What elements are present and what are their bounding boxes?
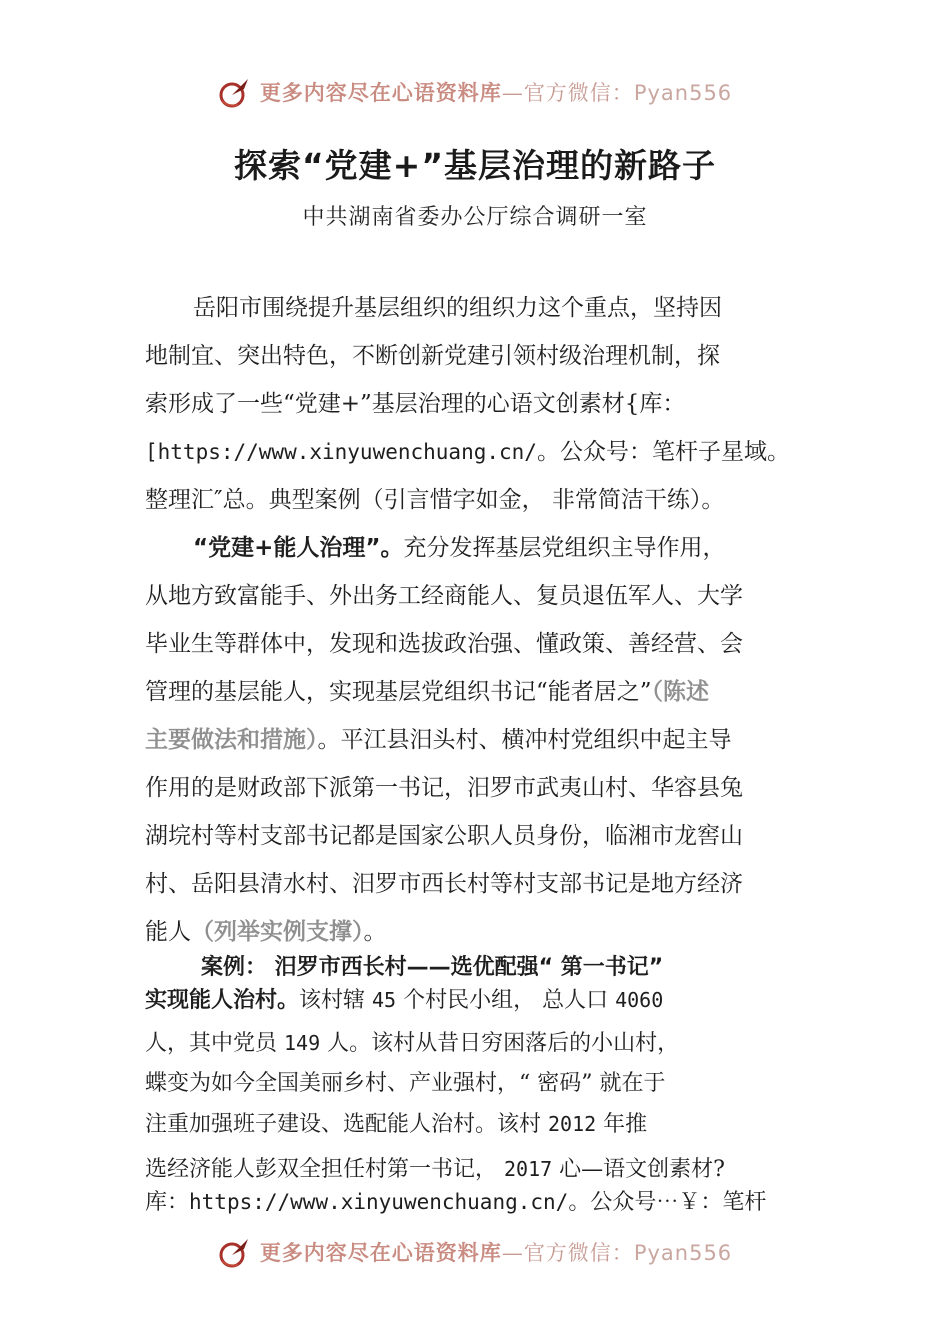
text-line: 从地方致富能手、外出务工经商能人、复员退伍军人、大学 [145,583,743,609]
footer-banner [0,1230,950,1274]
text-line [145,668,815,716]
editor-note: （列举实例支撑） [191,919,364,945]
banner-site-name: 更多内容尽在心语资料库 [259,80,502,105]
banner-dash: — [501,81,524,105]
page-subtitle: 中共湖南省委办公厅综合调研一室 [302,205,648,230]
text-span: 库： [145,1190,190,1215]
text-span: 人，其中党员 [145,1031,284,1056]
text-line [145,524,815,572]
case-heading-cont: 实现能人治村。 [145,988,300,1013]
banner-official: 官方微信： [523,1241,634,1265]
text-line [145,1108,825,1141]
banner-site-name: 更多内容尽在心语资料库 [259,1240,502,1265]
header-banner [0,70,950,114]
text-line: 整理汇″总。典型案例（引言惜字如金， 非常简洁干练）。 [145,487,725,513]
text-line: 岳阳市围绕提升基层组织的组织力这个重点，坚持因 [193,295,722,321]
page-title: 探索“党建+”基层治理的新路子 [233,146,717,185]
text-span: 人。该村从昔日穷困落后的小山村， [320,1031,680,1056]
section-heading: “党建+能人治理”。 [193,535,404,561]
text-line [145,716,815,764]
banner-wechat-id: Pyan556 [633,1241,733,1265]
paragraph-intro [145,284,815,524]
text-span: 心—语文创素材? [552,1157,725,1182]
text-span: 选经济能人彭双全担任村第一书记， [145,1157,504,1182]
paragraph-talent-governance [145,524,815,956]
number-text: 149 [284,1031,321,1055]
editor-note: （陈述 [651,679,710,705]
text-line [145,1153,825,1186]
banner-wechat-id: Pyan556 [633,81,733,105]
text-span: 管理的基层能人，实现基层党组织书记“能者居之” [145,679,652,705]
number-text: 2012 [548,1112,597,1136]
text-line [145,428,815,476]
text-line: 毕业生等群体中，发现和选拔政治强、懂政策、善经营、会 [145,631,743,657]
url-text: https://www.xinyuwenchuang.cn/ [189,1190,569,1214]
number-text: 2017 [504,1157,553,1181]
text-span: 充分发挥基层党组织主导作用， [403,535,726,561]
text-line [145,1186,825,1219]
text-span: 。公众号：笔杆子星域。 [536,439,790,465]
text-span: 。 [363,919,387,945]
text-span: 该村辖 [299,988,373,1013]
banner-text [260,1237,732,1267]
banner-dash: — [501,1241,524,1265]
text-line: 湖垸村等村支部书记都是国家公职人员身份，临湘市龙窖山 [145,823,743,849]
text-line [145,1027,825,1060]
pen-nib-swirl-icon [218,75,252,109]
pen-nib-swirl-icon [218,1235,252,1269]
case-heading: 案例： 汨罗市西长村——选优配强“ 第一书记” [201,955,664,980]
text-line [145,908,815,956]
case-study [145,952,825,1219]
text-line: 地制宜、突出特色，不断创新党建引领村级治理机制，探 [145,343,720,369]
text-span: 年推 [596,1112,648,1137]
text-line: 蝶变为如今全国美丽乡村、产业强村，“ 密码” 就在于 [145,1071,666,1096]
text-line [145,984,825,1017]
text-span: 个村民小组， 总人口 [396,988,616,1013]
text-line: 作用的是财政部下派第一书记，汨罗市武夷山村、华容县兔 [145,775,743,801]
text-span: 注重加强班子建设、选配能人治村。该村 [145,1112,548,1137]
number-text: 45 [372,988,397,1012]
text-span: 。平江县汨头村、横冲村党组织中起主导 [317,727,732,753]
banner-text [260,77,732,107]
number-text: 4060 [615,988,664,1012]
text-span: 能人 [145,919,191,945]
editor-note: 主要做法和措施） [145,727,318,753]
text-line: 索形成了一些“党建+”基层治理的心语文创素材{库： [145,391,686,417]
text-line: 村、岳阳县清水村、汨罗市西长村等村支部书记是地方经济 [145,871,743,897]
text-span: 。公众号⋯￥：笔杆 [568,1190,767,1215]
banner-official: 官方微信： [523,81,634,105]
url-text: [https://www.xinyuwenchuang.cn/ [145,440,537,464]
